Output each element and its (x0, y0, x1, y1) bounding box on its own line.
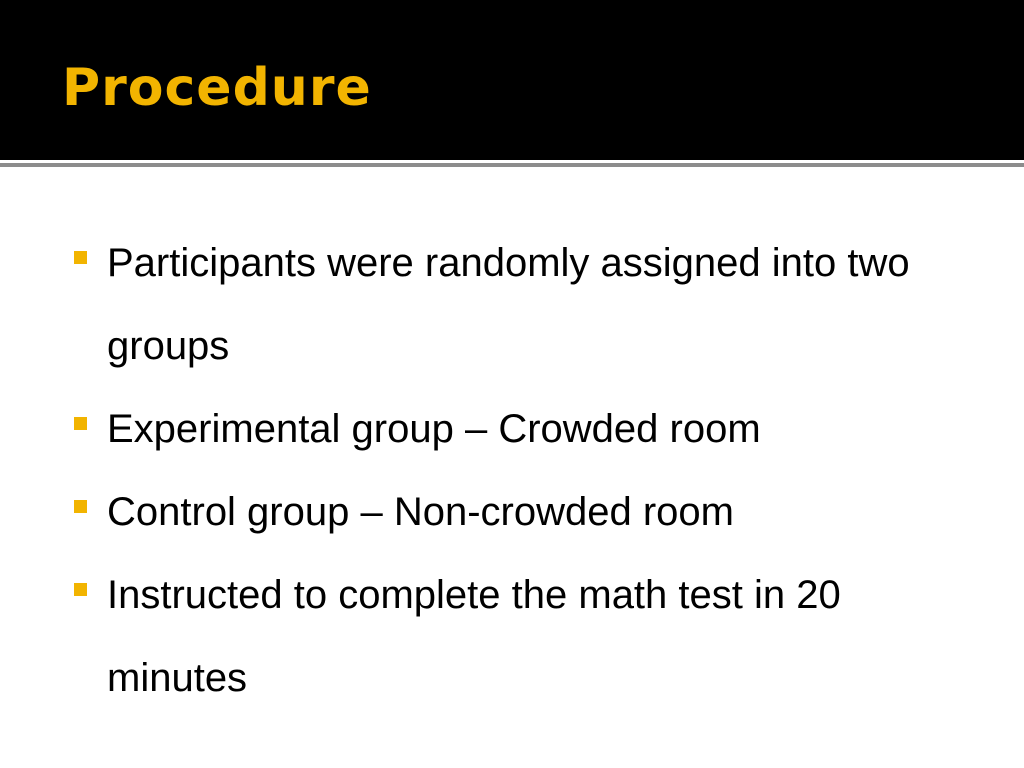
title-divider-shadow (0, 163, 1024, 167)
bullet-text: Control group – Non-crowded room (107, 490, 734, 534)
bullet-item (74, 471, 974, 554)
slide-title: Procedure (62, 58, 372, 118)
bullet-text: Experimental group – Crowded room (107, 407, 761, 451)
square-bullet-icon (74, 417, 87, 430)
bullet-item (74, 388, 974, 471)
square-bullet-icon (74, 583, 87, 596)
bullet-item (74, 222, 974, 388)
bullet-text: Instructed to complete the math test in 20 minutes (107, 573, 841, 700)
square-bullet-icon (74, 251, 87, 264)
bullet-text: Participants were randomly assigned into two groups (107, 241, 910, 368)
bullet-list (74, 222, 974, 720)
square-bullet-icon (74, 500, 87, 513)
bullet-item (74, 554, 974, 720)
